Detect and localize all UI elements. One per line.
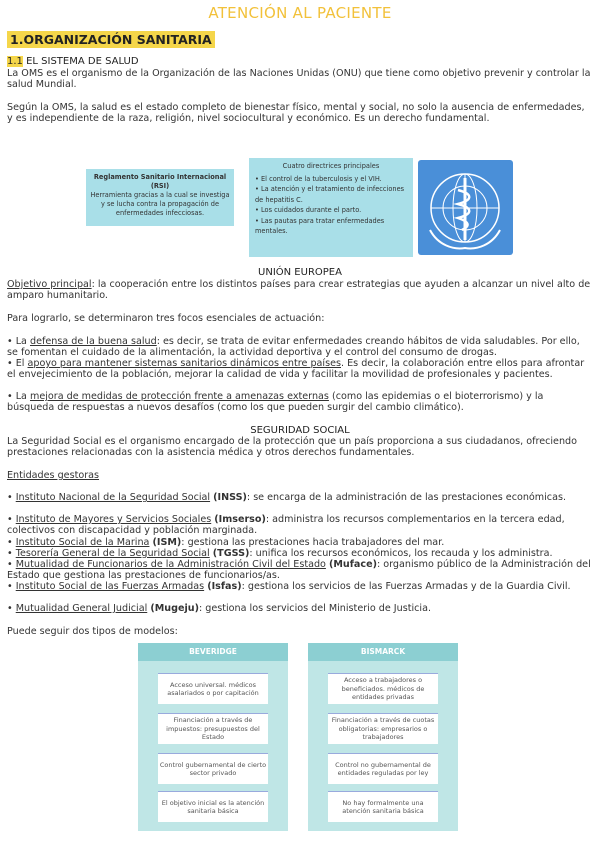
entidad-item: • Instituto Social de las Fuerzas Armadas (Isfas): gestiona los servicios de las Fuerzas Armadas y de la Guardia Civil.	[7, 581, 571, 592]
directriz-item: • Los cuidados durante el parto.	[255, 206, 362, 214]
entidad-acronym: (Muface)	[328, 559, 377, 570]
subsection-heading	[7, 56, 139, 67]
entidad-name: Instituto Social de la Marina	[15, 537, 150, 548]
entidad-desc: : organismo público de la Administración del Estado que gestiona las prestaciones de funcionarios/as.	[7, 559, 591, 581]
bullet-prefix: • La	[7, 391, 30, 402]
bullet-prefix: • El	[7, 358, 28, 369]
ue-bullet-2	[7, 358, 592, 380]
entidad-name: Instituto de Mayores y Servicios Sociales	[15, 514, 212, 525]
entidad-name: Mutualidad de Funcionarios de la Administración Civil del Estado	[15, 559, 326, 570]
bullet-text: (como las epidemias o el bioterrorismo) y la búsqueda de respuestas a nuevos desafíos (como los que pueden surgir del cambio climático).	[7, 391, 544, 413]
beveridge-item: Financiación a través de impuestos: presupuestos del Estado	[158, 713, 268, 744]
entidad-name: Instituto Nacional de la Seguridad Social	[15, 492, 211, 503]
beveridge-item: Acceso universal. médicos asalariados o por capitación	[158, 673, 268, 704]
entidad-item: • Instituto de Mayores y Servicios Sociales (Imserso): administra los recursos complementarios en la tercera edad, colectivos con discapacidad y población marginada.	[7, 514, 565, 536]
ue-heading: UNIÓN EUROPEA	[258, 267, 342, 278]
entidad-desc: : administra los recursos complementarios en la tercera edad, colectivos con discapacidad y población marginada.	[7, 514, 565, 536]
beveridge-head: BEVERIDGE	[138, 643, 288, 661]
entidad-acronym: (TGSS)	[212, 548, 250, 559]
bullet-prefix: • La	[7, 336, 30, 347]
entidad-name: Tesorería General de la Seguridad Social	[15, 548, 210, 559]
entidad-item: • Mutualidad de Funcionarios de la Administración Civil del Estado (Muface): organismo público de la Administración del Estado que gestiona las prestaciones de funcionarios/as.	[7, 559, 591, 581]
entidad-desc: : se encarga de la administración de las prestaciones económicas.	[246, 492, 567, 503]
objetivo-label: Objetivo principal	[7, 279, 92, 290]
entidad-item: • Tesorería General de la Seguridad Social (TGSS): unifica los recursos económicos, los recauda y los administra.	[7, 548, 553, 559]
subsection-number: 1.1	[7, 56, 23, 67]
bullet-text: . Es decir, la colaboración entre ellos para afrontar el envejecimiento de la población, mejorar la calidad de vida y facilitar la movilidad de profesionales y pacientes.	[7, 358, 585, 380]
entidad-item: • Instituto Social de la Marina (ISM): gestiona las prestaciones hacia trabajadores del mar.	[7, 537, 445, 548]
entidad-desc: : unifica los recursos económicos, los recauda y los administra.	[249, 548, 553, 559]
beveridge-item: El objetivo inicial es la atención sanitaria básica	[158, 791, 268, 822]
directrices-title: Cuatro directrices principales	[282, 162, 380, 170]
beveridge-item: Control gubernamental de cierto sector privado	[158, 753, 268, 784]
directriz-item: • La atención y el tratamiento de infecciones de hepatitis C.	[255, 185, 405, 204]
beveridge-column	[138, 643, 288, 815]
who-logo	[418, 160, 513, 255]
subsection-label: EL SISTEMA DE SALUD	[26, 56, 139, 67]
ue-bullet-3	[7, 391, 592, 413]
bismarck-column	[308, 643, 458, 815]
entidad-desc: : gestiona los servicios de las Fuerzas Armadas y de la Guardia Civil.	[241, 581, 571, 592]
ue-focos-intro: Para lograrlo, se determinaron tres focos esenciales de actuación:	[7, 313, 325, 324]
rsi-box-text: Herramienta gracias a la cual se investiga y se lucha contra la propagación de enfermedades infecciosas.	[90, 191, 230, 217]
bismarck-item: Control no gubernamental de entidades reguladas por ley	[328, 753, 438, 784]
bullet-underlined: defensa de la buena salud	[29, 336, 157, 347]
bullet-underlined: apoyo para mantener sistemas sanitarios dinámicos entre países	[27, 358, 341, 369]
bismarck-item: Financiación a través de cuotas obligatorias: empresarios o trabajadores	[328, 713, 438, 744]
section-heading: 1.ORGANIZACIÓN SANITARIA	[7, 31, 215, 48]
entidad-acronym: (Imserso)	[214, 514, 266, 525]
bismarck-item: No hay formalmente una atención sanitaria básica	[328, 791, 438, 822]
entidad-name: Instituto Social de las Fuerzas Armadas	[15, 581, 205, 592]
entidad-acronym: (INSS)	[213, 492, 247, 503]
modelos-intro: Puede seguir dos tipos de modelos:	[7, 626, 178, 637]
bismarck-head: BISMARCK	[308, 643, 458, 661]
ue-bullet-1	[7, 336, 592, 358]
rsi-box-title: Reglamento Sanitario Internacional (RSI)	[93, 173, 227, 190]
objetivo-text: : la cooperación entre los distintos países para crear estrategias que ayuden a alcanzar un nivel alto de amparo humanitario.	[7, 279, 591, 301]
entidad-acronym: (Mugeju)	[150, 603, 199, 614]
entidad-desc: : gestiona los servicios del Ministerio de Justicia.	[198, 603, 431, 614]
intro-oms: La OMS es el organismo de la Organización de las Naciones Unidas (ONU) que tiene como objetivo prevenir y controlar la salud Mundial.	[7, 68, 591, 90]
directrices-box	[249, 158, 413, 257]
entidad-item: • Mutualidad General Judicial (Mugeju): gestiona los servicios del Ministerio de Justicia.	[7, 603, 431, 614]
rsi-box	[86, 169, 234, 226]
ss-heading: SEGURIDAD SOCIAL	[250, 425, 350, 436]
ue-objetivo	[7, 279, 592, 301]
entidad-desc: : gestiona las prestaciones hacia trabajadores del mar.	[181, 537, 445, 548]
entidad-acronym: (ISM)	[152, 537, 182, 548]
page-title: ATENCIÓN AL PACIENTE	[208, 4, 392, 22]
entidad-name: Mutualidad General Judicial	[15, 603, 148, 614]
entidades-heading: Entidades gestoras	[7, 470, 100, 481]
directriz-item: • El control de la tuberculosis y el VIH.	[255, 174, 382, 183]
entidad-acronym: (Isfas)	[207, 581, 242, 592]
intro-salud: Según la OMS, la salud es el estado completo de bienestar físico, mental y social, no solo la ausencia de enfermedades, y es independiente de la raza, religión, nivel sociocultural y económico. Es un derecho fundamental.	[7, 102, 585, 124]
bullet-text: : es decir, se trata de evitar enfermedades creando hábitos de vida saludables. Por ello, se fomentan el cuidado de la alimentación, la actividad deportiva y el control del consumo de drogas.	[7, 336, 580, 358]
entidad-item: • Instituto Nacional de la Seguridad Social (INSS): se encarga de la administración de las prestaciones económicas.	[7, 492, 567, 503]
bullet-underlined: mejora de medidas de protección frente a amenazas externas	[29, 391, 329, 402]
ss-text: La Seguridad Social es el organismo encargado de la protección que un país proporciona a sus ciudadanos, ofreciendo prestaciones relacionadas con la asistencia médica y otros derechos fundamentales.	[7, 436, 577, 458]
bismarck-item: Acceso a trabajadores o beneficiados. médicos de entidades privadas	[328, 673, 438, 704]
directriz-item: • Las pautas para tratar enfermedades mentales.	[255, 216, 385, 235]
